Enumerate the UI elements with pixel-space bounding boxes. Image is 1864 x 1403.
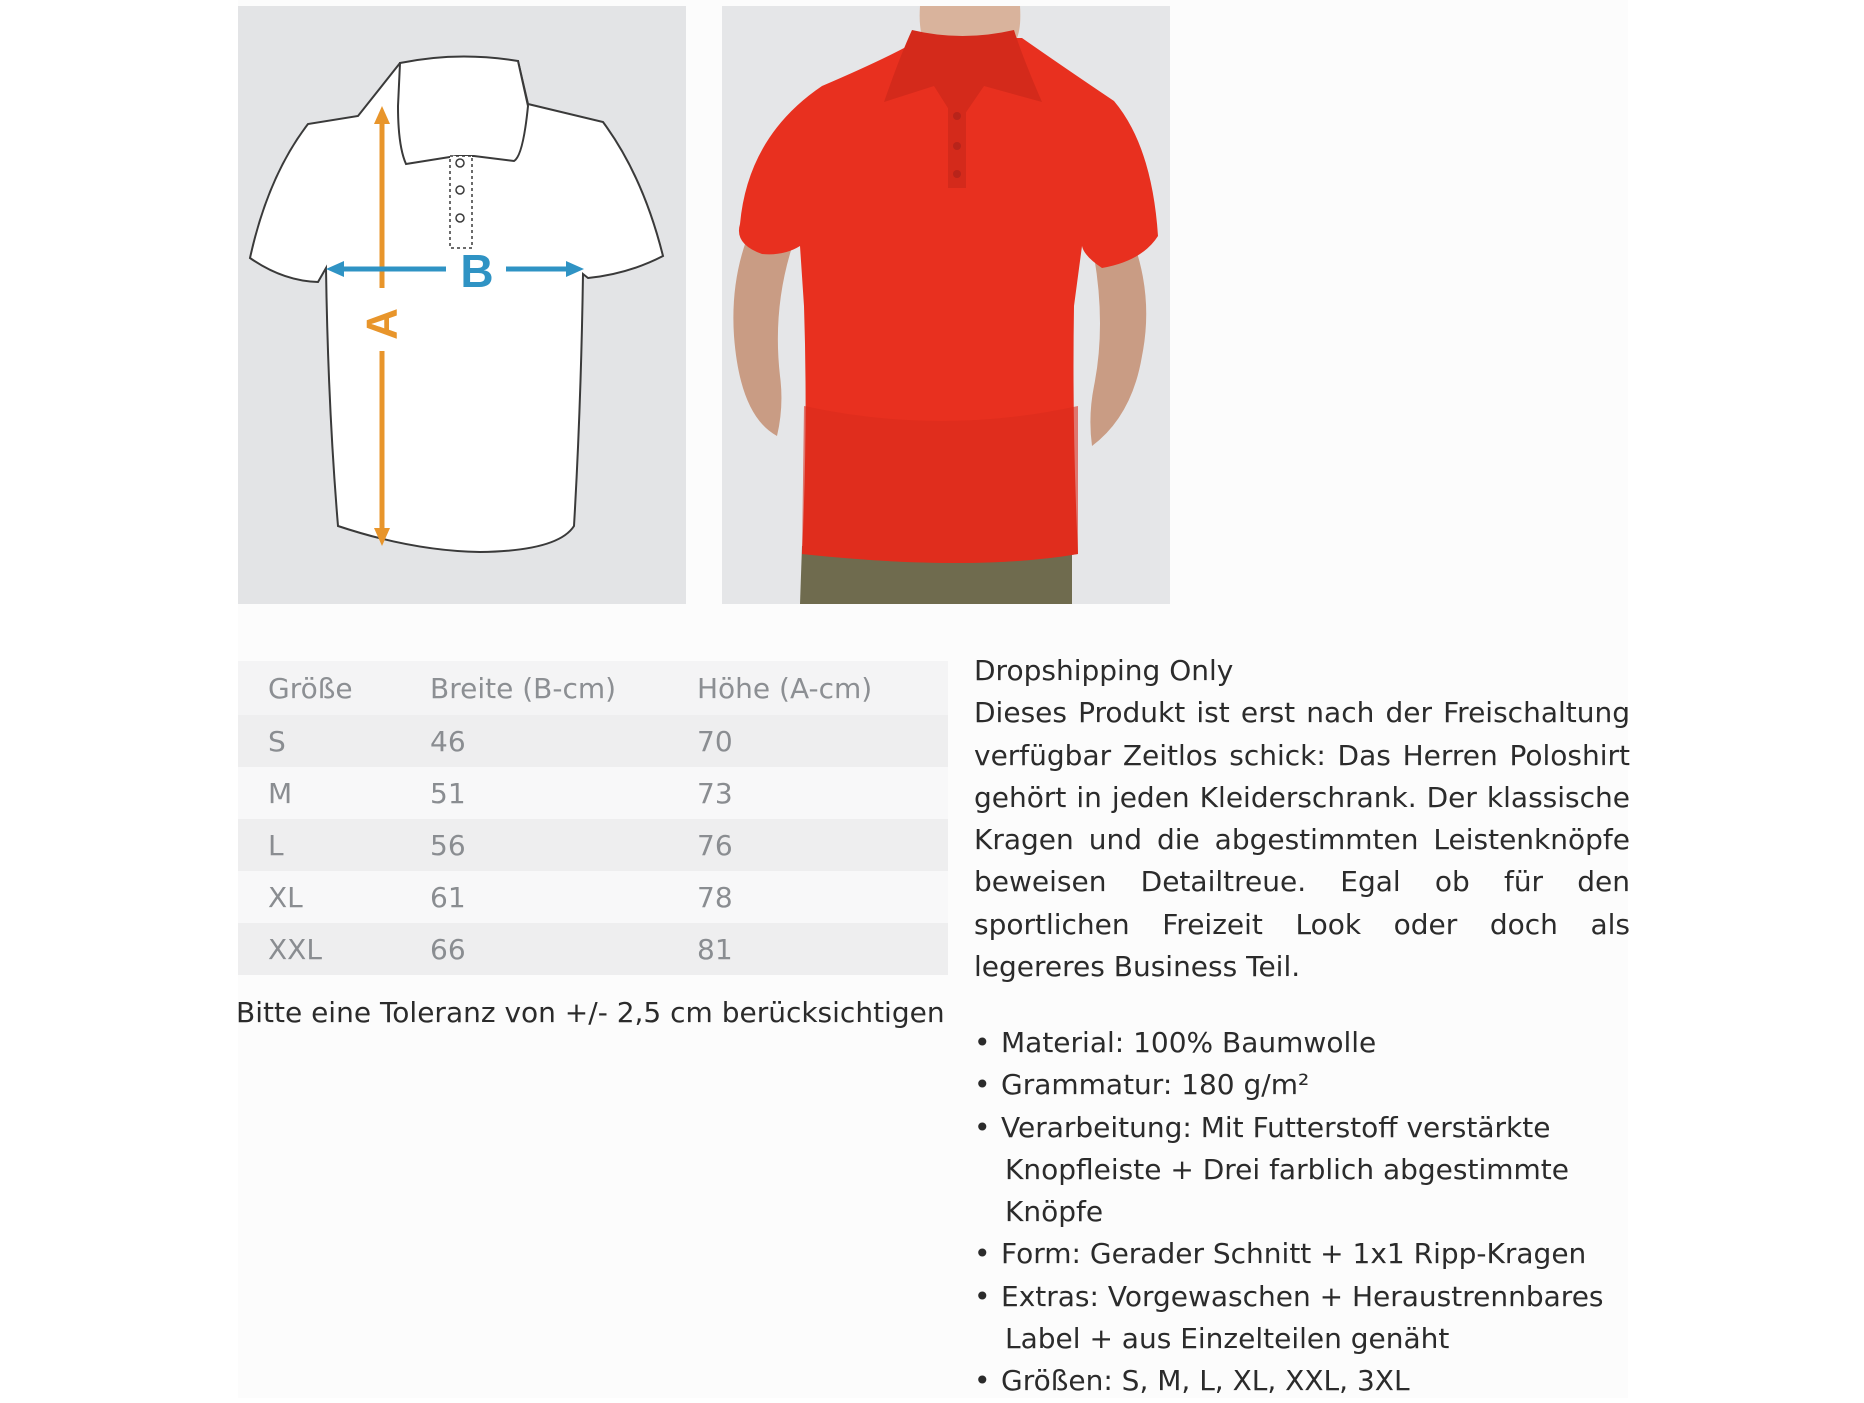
list-item xyxy=(974,1064,1614,1106)
feature-text: Form: Gerader Schnitt + 1x1 Ripp-Kragen xyxy=(1001,1237,1587,1271)
cell-width: 46 xyxy=(430,715,697,767)
feature-text-continued: Knopfleiste + Drei farblich abgestimmte xyxy=(1005,1152,1570,1186)
feature-text: Extras: Vorgewaschen + Heraustrennbares xyxy=(1001,1279,1604,1313)
header-width: Breite (B-cm) xyxy=(430,661,697,715)
cell-width: 51 xyxy=(430,767,697,819)
list-item xyxy=(974,1107,1614,1234)
list-item xyxy=(974,1360,1614,1402)
model-in-red-polo xyxy=(722,6,1170,604)
size-table xyxy=(238,661,948,975)
feature-text: Grammatur: 180 g/m² xyxy=(1001,1068,1310,1102)
table-row xyxy=(238,819,948,871)
label-a: A xyxy=(357,308,407,340)
cell-width: 66 xyxy=(430,923,697,975)
table-header-row xyxy=(238,661,948,715)
header-height: Höhe (A-cm) xyxy=(697,661,948,715)
feature-text-continued: Knöpfe xyxy=(1005,1195,1104,1229)
list-item xyxy=(974,1022,1614,1064)
placket xyxy=(450,156,472,248)
cell-size: XXL xyxy=(238,923,430,975)
cell-width: 56 xyxy=(430,819,697,871)
tolerance-note: Bitte eine Toleranz von +/- 2,5 cm berücksichtigen xyxy=(236,996,945,1029)
feature-text: Verarbeitung: Mit Futterstoff verstärkte xyxy=(1001,1110,1551,1144)
cell-height: 81 xyxy=(697,923,948,975)
product-photo xyxy=(722,6,1170,604)
bullet-icon: • xyxy=(974,1364,991,1398)
label-b: B xyxy=(460,245,494,297)
bullet-icon: • xyxy=(974,1068,991,1102)
bullet-icon: • xyxy=(974,1279,991,1313)
list-item xyxy=(974,1276,1614,1361)
cell-size: XL xyxy=(238,871,430,923)
cell-height: 73 xyxy=(697,767,948,819)
feature-text-continued: Label + aus Einzelteilen genäht xyxy=(1005,1322,1450,1356)
model-left-arm xyxy=(733,226,794,436)
product-description xyxy=(974,650,1630,988)
cell-height: 78 xyxy=(697,871,948,923)
model-right-arm xyxy=(1090,238,1146,446)
header-size: Größe xyxy=(238,661,430,715)
cell-height: 70 xyxy=(697,715,948,767)
cell-size: L xyxy=(238,819,430,871)
table-row xyxy=(238,871,948,923)
cell-size: M xyxy=(238,767,430,819)
feature-list xyxy=(974,1022,1614,1403)
measurement-diagram xyxy=(238,6,686,604)
description-title: Dropshipping Only xyxy=(974,654,1234,687)
feature-text: Material: 100% Baumwolle xyxy=(1001,1026,1377,1059)
collar xyxy=(398,56,528,164)
list-item xyxy=(974,1233,1614,1275)
cell-height: 76 xyxy=(697,819,948,871)
shirt-button-1 xyxy=(953,112,961,120)
table-row xyxy=(238,767,948,819)
table-row xyxy=(238,715,948,767)
shirt-button-3 xyxy=(953,170,961,178)
description-body: Dieses Produkt ist erst nach der Freischaltung verfügbar Zeitlos schick: Das Herren Poloshirt gehört in jeden Kleiderschrank. Der klassische Kragen und die abgestimmten Leistenknöpfe beweisen Detailtreue. Egal ob für den sportlichen Freizeit Look oder doch als legereres Business Teil. xyxy=(974,696,1630,984)
cell-size: S xyxy=(238,715,430,767)
bullet-icon: • xyxy=(974,1110,991,1144)
shirt-shade xyxy=(802,406,1078,563)
feature-text: Größen: S, M, L, XL, XXL, 3XL xyxy=(1001,1364,1410,1398)
polo-outline-drawing xyxy=(238,6,686,604)
shirt-button-2 xyxy=(953,142,961,150)
cell-width: 61 xyxy=(430,871,697,923)
table-row xyxy=(238,923,948,975)
bullet-icon: • xyxy=(974,1026,991,1059)
bullet-icon: • xyxy=(974,1237,991,1271)
